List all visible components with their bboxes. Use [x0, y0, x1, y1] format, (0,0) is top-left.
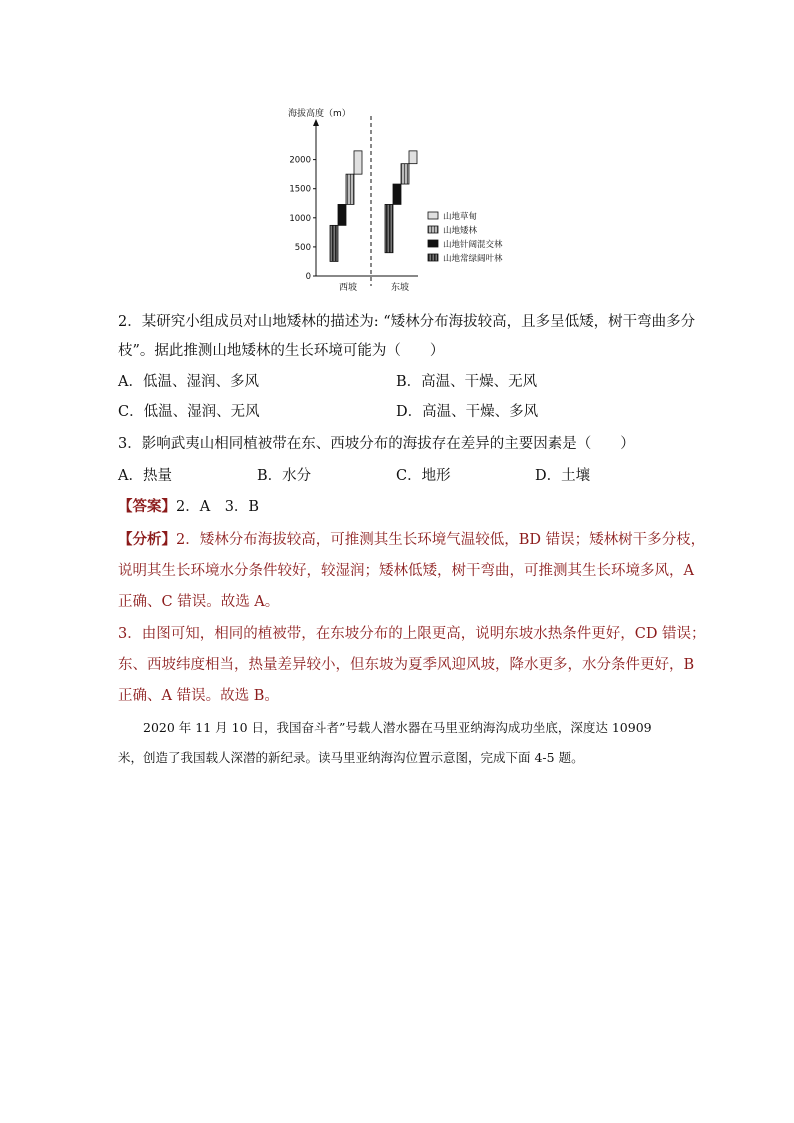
y-axis-label: 海拔高度（m）	[288, 109, 351, 119]
analysis-line5: 东、西坡纬度相当，热量差异较小，但东坡为夏季风迎风坡，降水更多，水分条件更好，B	[118, 657, 695, 673]
analysis-text-1: 2．矮林分布海拔较高，可推测其生长环境气温较低，BD 错误；矮林树干多分枝，	[176, 532, 706, 548]
q3-option-b: B．水分	[257, 468, 312, 484]
q2-option-d: D．高温、干燥、多风	[396, 404, 539, 420]
zone-bar	[385, 204, 393, 252]
y-tick-label: 2000	[289, 155, 311, 166]
q3-option-d: D．土壤	[535, 468, 591, 484]
answer-line	[118, 497, 678, 517]
legend-swatch	[428, 240, 438, 247]
zone-bar	[330, 225, 338, 261]
q3-stem: 3．影响武夷山相同植被带在东、西坡分布的海拔存在差异的主要因素是（ ）	[118, 436, 635, 452]
q2-stem-line2: 枝”。据此推测山地矮林的生长环境可能为（ ）	[118, 343, 445, 359]
answer-text: 2．A 3．B	[176, 499, 260, 515]
analysis-line3: 正确、C 错误。故选 A。	[118, 594, 280, 610]
legend-swatch	[428, 254, 438, 261]
legend-label: 山地矮林	[443, 226, 478, 236]
legend-swatch	[428, 226, 438, 233]
analysis-line4: 3．由图可知，相同的植被带，在东坡分布的上限更高，说明东坡水热条件更好，CD 错误；	[118, 626, 706, 642]
analysis-line6: 正确、A 错误。故选 B。	[118, 688, 279, 704]
analysis-line2: 说明其生长环境水分条件较好，较湿润；矮林低矮，树干弯曲，可推测其生长环境多风，A	[118, 563, 694, 579]
q2-option-a: A．低温、湿润、多风	[118, 374, 259, 390]
q2-option-c: C．低温、湿润、无风	[118, 404, 260, 420]
zone-bar	[393, 184, 401, 204]
y-tick-label: 1000	[289, 213, 311, 224]
q2-option-b: B．高温、干燥、无风	[396, 374, 538, 390]
intro-line2: 米，创造了我国载人深潜的新纪录。读马里亚纳海沟位置示意图，完成下面 4-5 题。	[118, 750, 584, 765]
x-category-label: 西坡	[338, 283, 358, 293]
y-tick-label: 500	[294, 242, 311, 253]
zone-bar	[346, 174, 354, 204]
answer-tag: 【答案】	[118, 498, 176, 515]
zone-bar	[401, 164, 409, 184]
q3-option-a: A．热量	[118, 468, 172, 484]
y-axis-arrow	[313, 119, 319, 126]
legend-label: 山地常绿阔叶林	[443, 254, 503, 264]
analysis-tag: 【分析】	[118, 531, 176, 548]
y-tick-label: 1500	[289, 184, 311, 195]
q3-option-c: C．地形	[396, 468, 451, 484]
y-tick-label: 0	[305, 272, 311, 282]
intro-line1: 2020 年 11 月 10 日，我国奋斗者”号载人潜水器在马里亚纳海沟成功坐底，深度达 10909	[118, 720, 652, 735]
zone-bar	[409, 151, 417, 164]
legend-label: 山地草甸	[443, 212, 478, 222]
zone-bar	[338, 204, 346, 225]
vegetation-zone-chart	[278, 102, 528, 298]
analysis-line1	[118, 530, 706, 550]
zone-bar	[354, 151, 362, 174]
legend-swatch	[428, 212, 438, 219]
q2-stem-line1: 2．某研究小组成员对山地矮林的描述为: “矮林分布海拔较高，且多呈低矮，树干弯曲多分	[118, 314, 696, 330]
x-category-label: 东坡	[390, 283, 410, 293]
legend-label: 山地针阔混交林	[443, 240, 503, 250]
